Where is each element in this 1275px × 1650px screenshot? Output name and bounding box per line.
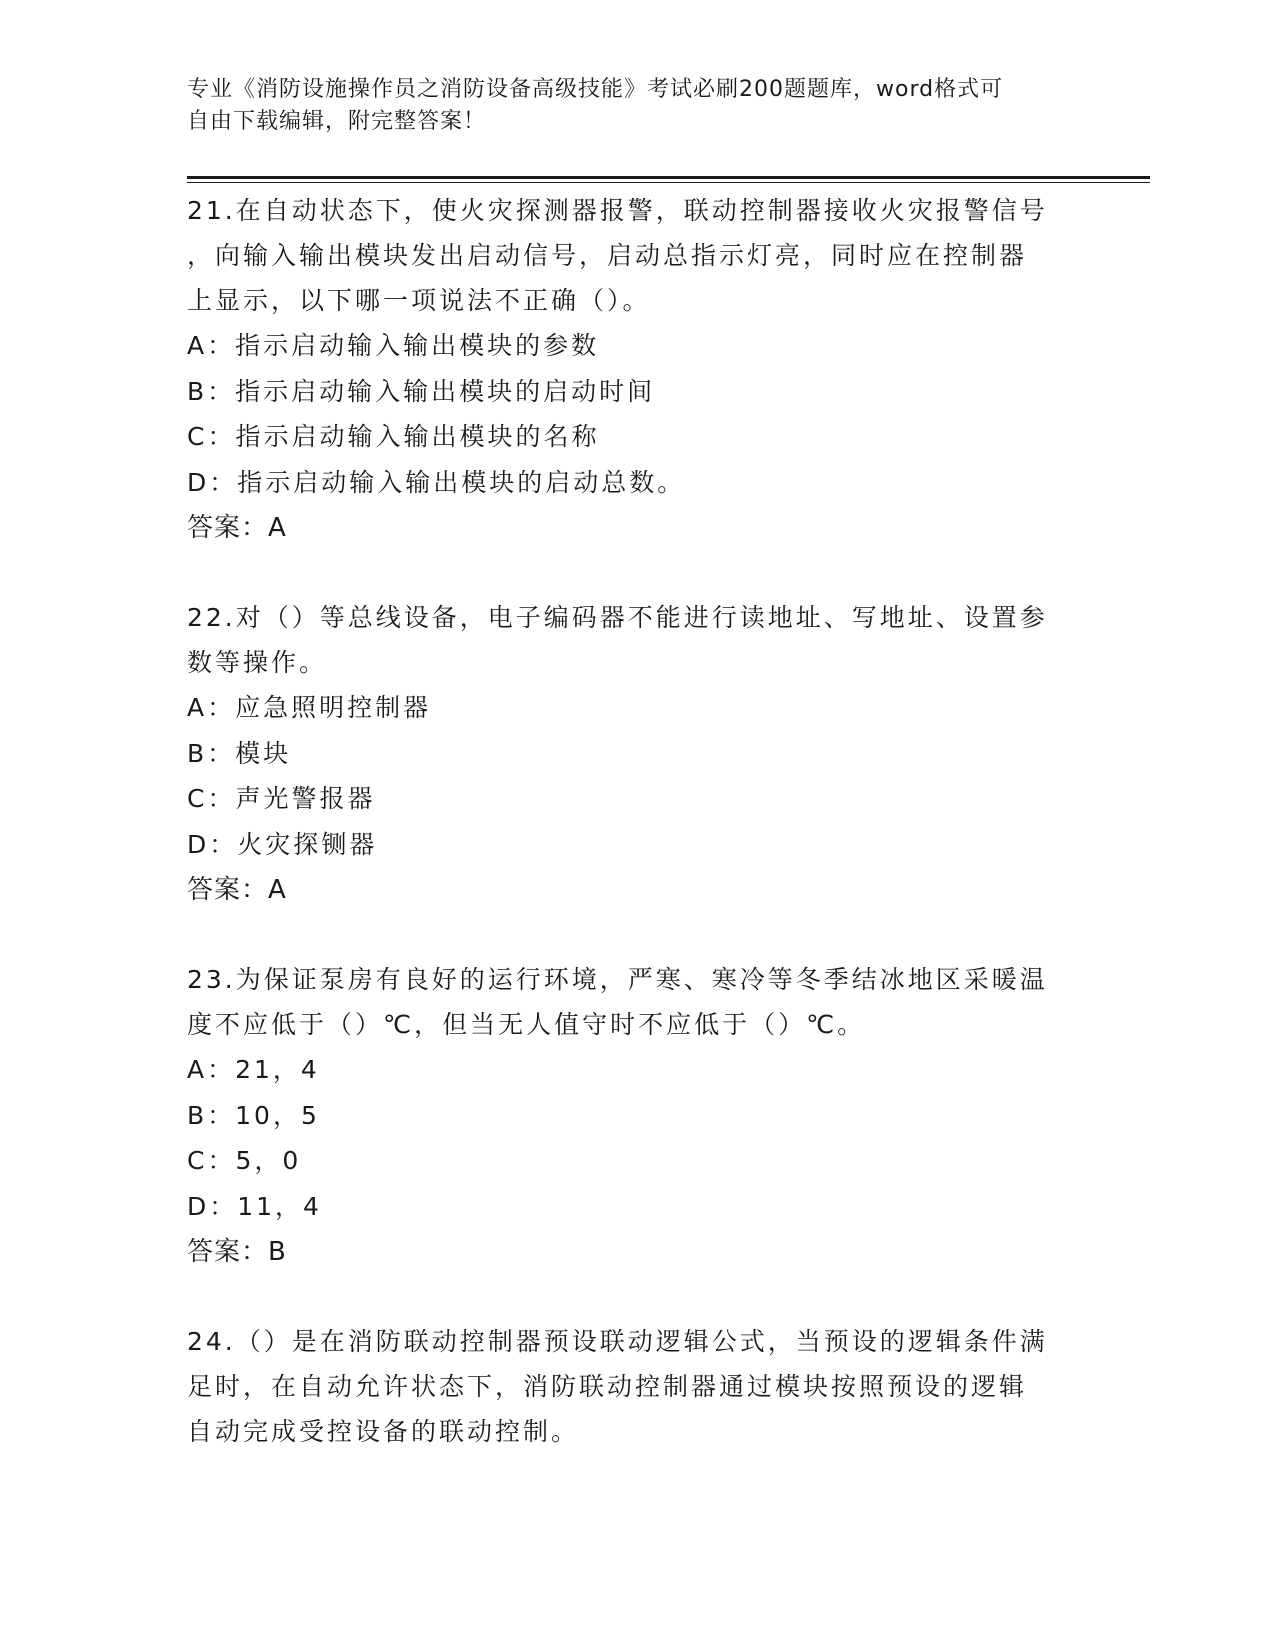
option-a: A：指示启动输入输出模块的参数 xyxy=(187,331,600,360)
question-text-line: ，向输入输出模块发出启动信号，启动总指示灯亮，同时应在控制器 xyxy=(187,241,1028,270)
document-header xyxy=(187,74,1067,138)
question-text-line: 数等操作。 xyxy=(187,648,328,677)
option-a: A：21，4 xyxy=(187,1055,320,1084)
question-text-line: 24.（）是在消防联动控制器预设联动逻辑公式，当预设的逻辑条件满 xyxy=(187,1327,1048,1356)
option-d: D：指示启动输入输出模块的启动总数。 xyxy=(187,467,686,497)
option-d: D：11，4 xyxy=(187,1191,322,1221)
question-text-line: 上显示，以下哪一项说法不正确（）。 xyxy=(187,286,651,315)
question-list xyxy=(187,188,1087,1498)
question-text-line: 21.在自动状态下，使火灾探测器报警，联动控制器接收火灾报警信号 xyxy=(187,196,1048,225)
option-c: C：声光警报器 xyxy=(187,784,376,813)
option-a: A：应急照明控制器 xyxy=(187,693,432,722)
question-text-line: 自动完成受控设备的联动控制。 xyxy=(187,1417,580,1446)
option-b: B：指示启动输入输出模块的启动时间 xyxy=(187,376,656,406)
question-text-line: 23.为保证泵房有良好的运行环境，严寒、寒冷等冬季结冰地区采暖温 xyxy=(187,965,1048,994)
option-c: C：5，0 xyxy=(187,1146,302,1175)
question-21 xyxy=(187,188,1087,551)
question-text-line: 22.对（）等总线设备，电子编码器不能进行读地址、写地址、设置参 xyxy=(187,603,1048,632)
question-text-line: 度不应低于（）℃，但当无人值守时不应低于（）℃。 xyxy=(187,1010,866,1039)
question-24 xyxy=(187,1319,1087,1454)
answer-label: 答案：A xyxy=(187,513,287,543)
header-line-2: 自由下载编辑，附完整答案！ xyxy=(187,109,487,134)
question-22 xyxy=(187,595,1087,913)
option-b: B：10，5 xyxy=(187,1100,320,1130)
option-c: C：指示启动输入输出模块的名称 xyxy=(187,422,600,451)
option-d: D：火灾探铡器 xyxy=(187,829,378,859)
question-text-line: 足时，在自动允许状态下，消防联动控制器通过模块按照预设的逻辑 xyxy=(187,1372,1028,1401)
header-line-1: 专业《消防设施操作员之消防设备高级技能》考试必刷200题题库，word格式可 xyxy=(187,77,1004,102)
answer-label: 答案：A xyxy=(187,875,287,905)
header-divider-thin xyxy=(187,182,1150,183)
question-23 xyxy=(187,957,1087,1275)
answer-label: 答案：B xyxy=(187,1237,287,1267)
header-divider-thick xyxy=(187,176,1150,179)
option-b: B：模块 xyxy=(187,738,292,768)
